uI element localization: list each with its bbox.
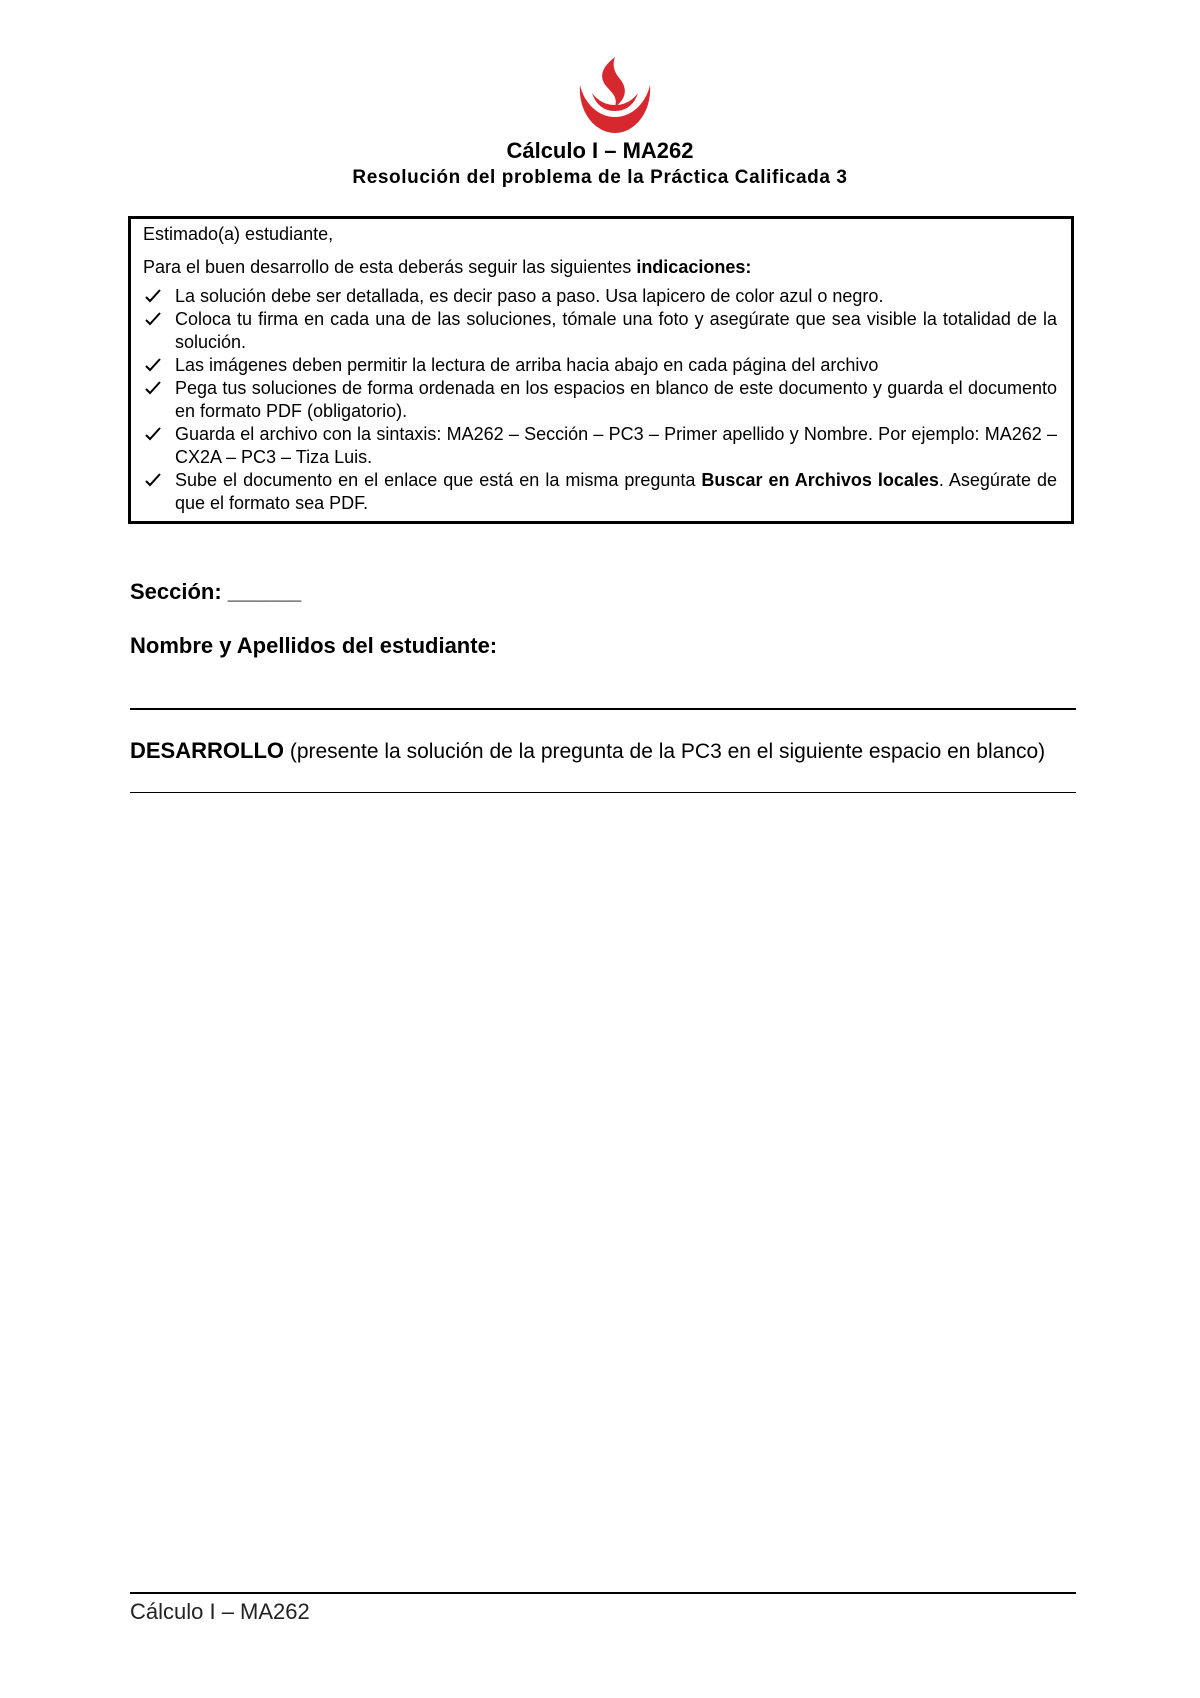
- checklist-item-text-after: . Asegúrate de que el formato sea PDF.: [175, 470, 1057, 513]
- intro-plain: Para el buen desarrollo de esta deberás seguir las siguientes: [143, 257, 637, 277]
- development-divider: [130, 792, 1076, 793]
- upc-flame-logo-icon: [574, 55, 656, 135]
- student-name-line: [130, 708, 1076, 710]
- checkmark-icon: [145, 358, 161, 373]
- instructions-box: [128, 216, 1074, 524]
- checklist-item-text: Coloca tu firma en cada una de las soluciones, tómale una foto y asegúrate que sea visible la totalidad de la solución.: [175, 309, 1057, 352]
- section-field-label: Sección: ______: [130, 579, 302, 604]
- development-heading: DESARROLLO: [130, 738, 284, 763]
- checkmark-icon: [145, 289, 161, 304]
- checklist-item-text: Las imágenes deben permitir la lectura de arriba hacia abajo en cada página del archivo: [175, 355, 879, 375]
- checklist-item: [143, 377, 1057, 423]
- greeting-text: Estimado(a) estudiante,: [143, 224, 334, 244]
- checklist-item: [143, 469, 1057, 515]
- checkmark-icon: [145, 427, 161, 442]
- checklist-item: [143, 423, 1057, 469]
- checklist-item-text: Pega tus soluciones de forma ordenada en los espacios en blanco de este documento y guarda el documento en formato PDF (obligatorio).: [175, 378, 1057, 421]
- development-note: (presente la solución de la pregunta de la PC3 en el siguiente espacio en blanco): [284, 740, 1046, 763]
- instructions-checklist: [143, 285, 1057, 515]
- checklist-item-text: Guarda el archivo con la sintaxis: MA262 – Sección – PC3 – Primer apellido y Nombre. Por ejemplo: MA262 – CX2A – PC3 – Tiza Luis.: [175, 424, 1057, 467]
- development-instructions: [130, 738, 1076, 765]
- checklist-item-text: La solución debe ser detallada, es decir paso a paso. Usa lapicero de color azul o negro.: [175, 286, 884, 306]
- footer-divider: [130, 1592, 1076, 1594]
- intro-text: [143, 256, 1057, 279]
- checklist-item-text-before: Sube el documento en el enlace que está en la misma pregunta: [175, 470, 702, 490]
- student-name-label: Nombre y Apellidos del estudiante:: [130, 633, 498, 658]
- document-title: Cálculo I – MA262: [506, 138, 694, 163]
- document-subtitle: Resolución del problema de la Práctica Calificada 3: [352, 167, 848, 188]
- checklist-item-bold: Buscar en Archivos locales: [701, 470, 939, 490]
- checklist-item: [143, 308, 1057, 354]
- checkmark-icon: [145, 473, 161, 488]
- checklist-item: [143, 285, 1057, 308]
- checkmark-icon: [145, 381, 161, 396]
- footer-text: Cálculo I – MA262: [130, 1599, 310, 1624]
- checklist-item: [143, 354, 1057, 377]
- intro-bold: indicaciones:: [636, 257, 752, 277]
- checkmark-icon: [145, 312, 161, 327]
